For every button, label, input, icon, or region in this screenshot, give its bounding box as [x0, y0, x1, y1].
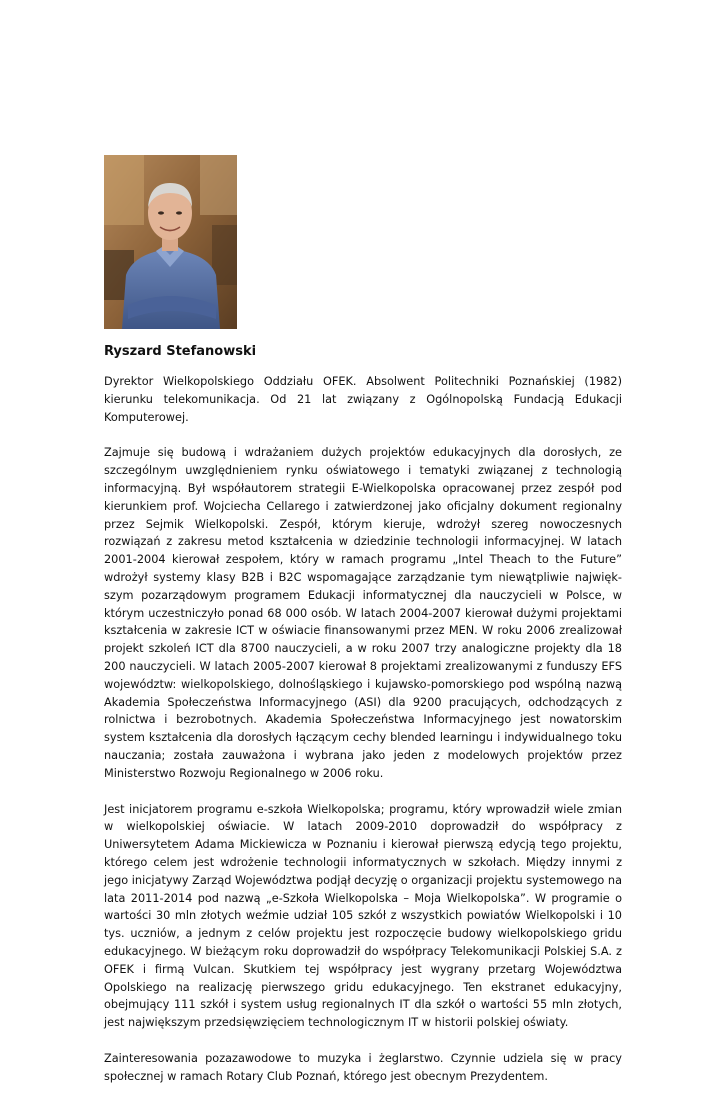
- biography: [104, 373, 622, 1103]
- bio-paragraph: Jest inicjatorem programu e-szkoła Wielkopolska; programu, który wprowadził wiele zmian w wielkopolskiej oświacie. W latach 2009-2010 doprowadził do współpracy z Uniwersytetem Adama Mickiewicza w Poznaniu i kierował pierwszą edycją tego projektu, którego celem jest wdrożenie technologii informatycznych w szkołach. Między innymi z jego inicjatywy Zarząd Województwa podjął decyzję o organizacji projektu systemowego na lata 2011-2014 pod nazwą „e-Szkoła Wielkopolska – Moja Wielkopolska”. W programie o wartości 30 mln złotych weźmie udział 105 szkół z wszystkich powiatów Wielkopolski i 10 tys. uczniów, a jednym z celów projektu jest rozpoczęcie budowy wielkopolskiego gridu edukacyjnego. W bieżącym roku doprowadził do współpracy Telekomunikacji Polskiej S.A. z OFEK i firmą Vulcan. Skutkiem tej współpracy jest wygrany przetarg Województwa Opolskiego na realizację pierwszego gridu edukacyjnego. Ten ekstranet edukacyjny, obejmujący 111 szkół i system usług regionalnych IT dla szkół o wartości 55 mln złotych, jest największym przedsięwzięciem technologicznym IT w historii polskiej oświaty.: [104, 802, 622, 1030]
- person-name: Ryszard Stefanowski: [104, 344, 257, 359]
- bio-paragraph: Zainteresowania pozazawodowe to muzyka i żeglarstwo. Czynnie udziela się w pracy społecznej w ramach Rotary Club Poznań, którego jest obecnym Prezydentem.: [104, 1051, 622, 1083]
- portrait-photo: [104, 155, 237, 329]
- bio-paragraph: Zajmuje się budową i wdrażaniem dużych projektów edukacyjnych dla dorosłych, ze szczególnym uwzględnieniem rynku oświatowego i tematyki związanej z technologią informacyjną. Był współautorem strategii E-Wielkopolska opracowanej przez zespół pod kierunkiem prof. Wojciecha Cellarego i zatwierdzonej jako oficjalny dokument regionalny przez Sejmik Wielkopolski. Zespół, którym kieruje, wdrożył szereg nowoczesnych rozwiązań z zakresu metod kształcenia w dziedzinie technologii informacyjnej. W latach 2001-2004 kierował zespołem, który w ramach programu „Intel Theach to the Future” wdrożył systemy klasy B2B i B2C wspomagające zarządzanie tym niewątpliwie największym pozarządowym programem Edukacji informatycznej dla nauczycieli w Polsce, w którym uczestniczyło ponad 68 000 osób. W latach 2004-2007 kierował dużymi projektami kształcenia w zakresie ICT w oświacie finansowanymi przez MEN. W roku 2006 zrealizował projekt szkoleń ICT dla 8700 nauczycieli, a w roku 2007 trzy analogiczne projekty dla 18 200 nauczycieli. W latach 2005-2007 kierował 8 projektami zrealizowanymi z funduszy EFS województw: wielkopolskiego, dolnośląskiego i kujawsko-pomorskiego pod wspólną nazwą Akademia Społeczeństwa Informacyjnego (ASI) dla 9200 pracujących, odchodzących z rolnictwa i bezrobotnych. Akademia Społeczeństwa Informacyjnego jest nowatorskim system kształcenia dla dorosłych łączącym cechy blended learningu i indywidualnego toku nauczania; została zauważona i wybrana jako jeden z modelowych projektów przez Ministerstwo Rozwoju Regionalnego w 2006 roku.: [104, 446, 622, 780]
- bio-paragraph: Dyrektor Wielkopolskiego Oddziału OFEK. Absolwent Politechniki Poznańskiej (1982) kierunku telekomunikacja. Od 21 lat związany z Ogólnopolską Fundacją Edukacji Komputerowej.: [104, 375, 622, 424]
- portrait-illustration: [104, 155, 237, 329]
